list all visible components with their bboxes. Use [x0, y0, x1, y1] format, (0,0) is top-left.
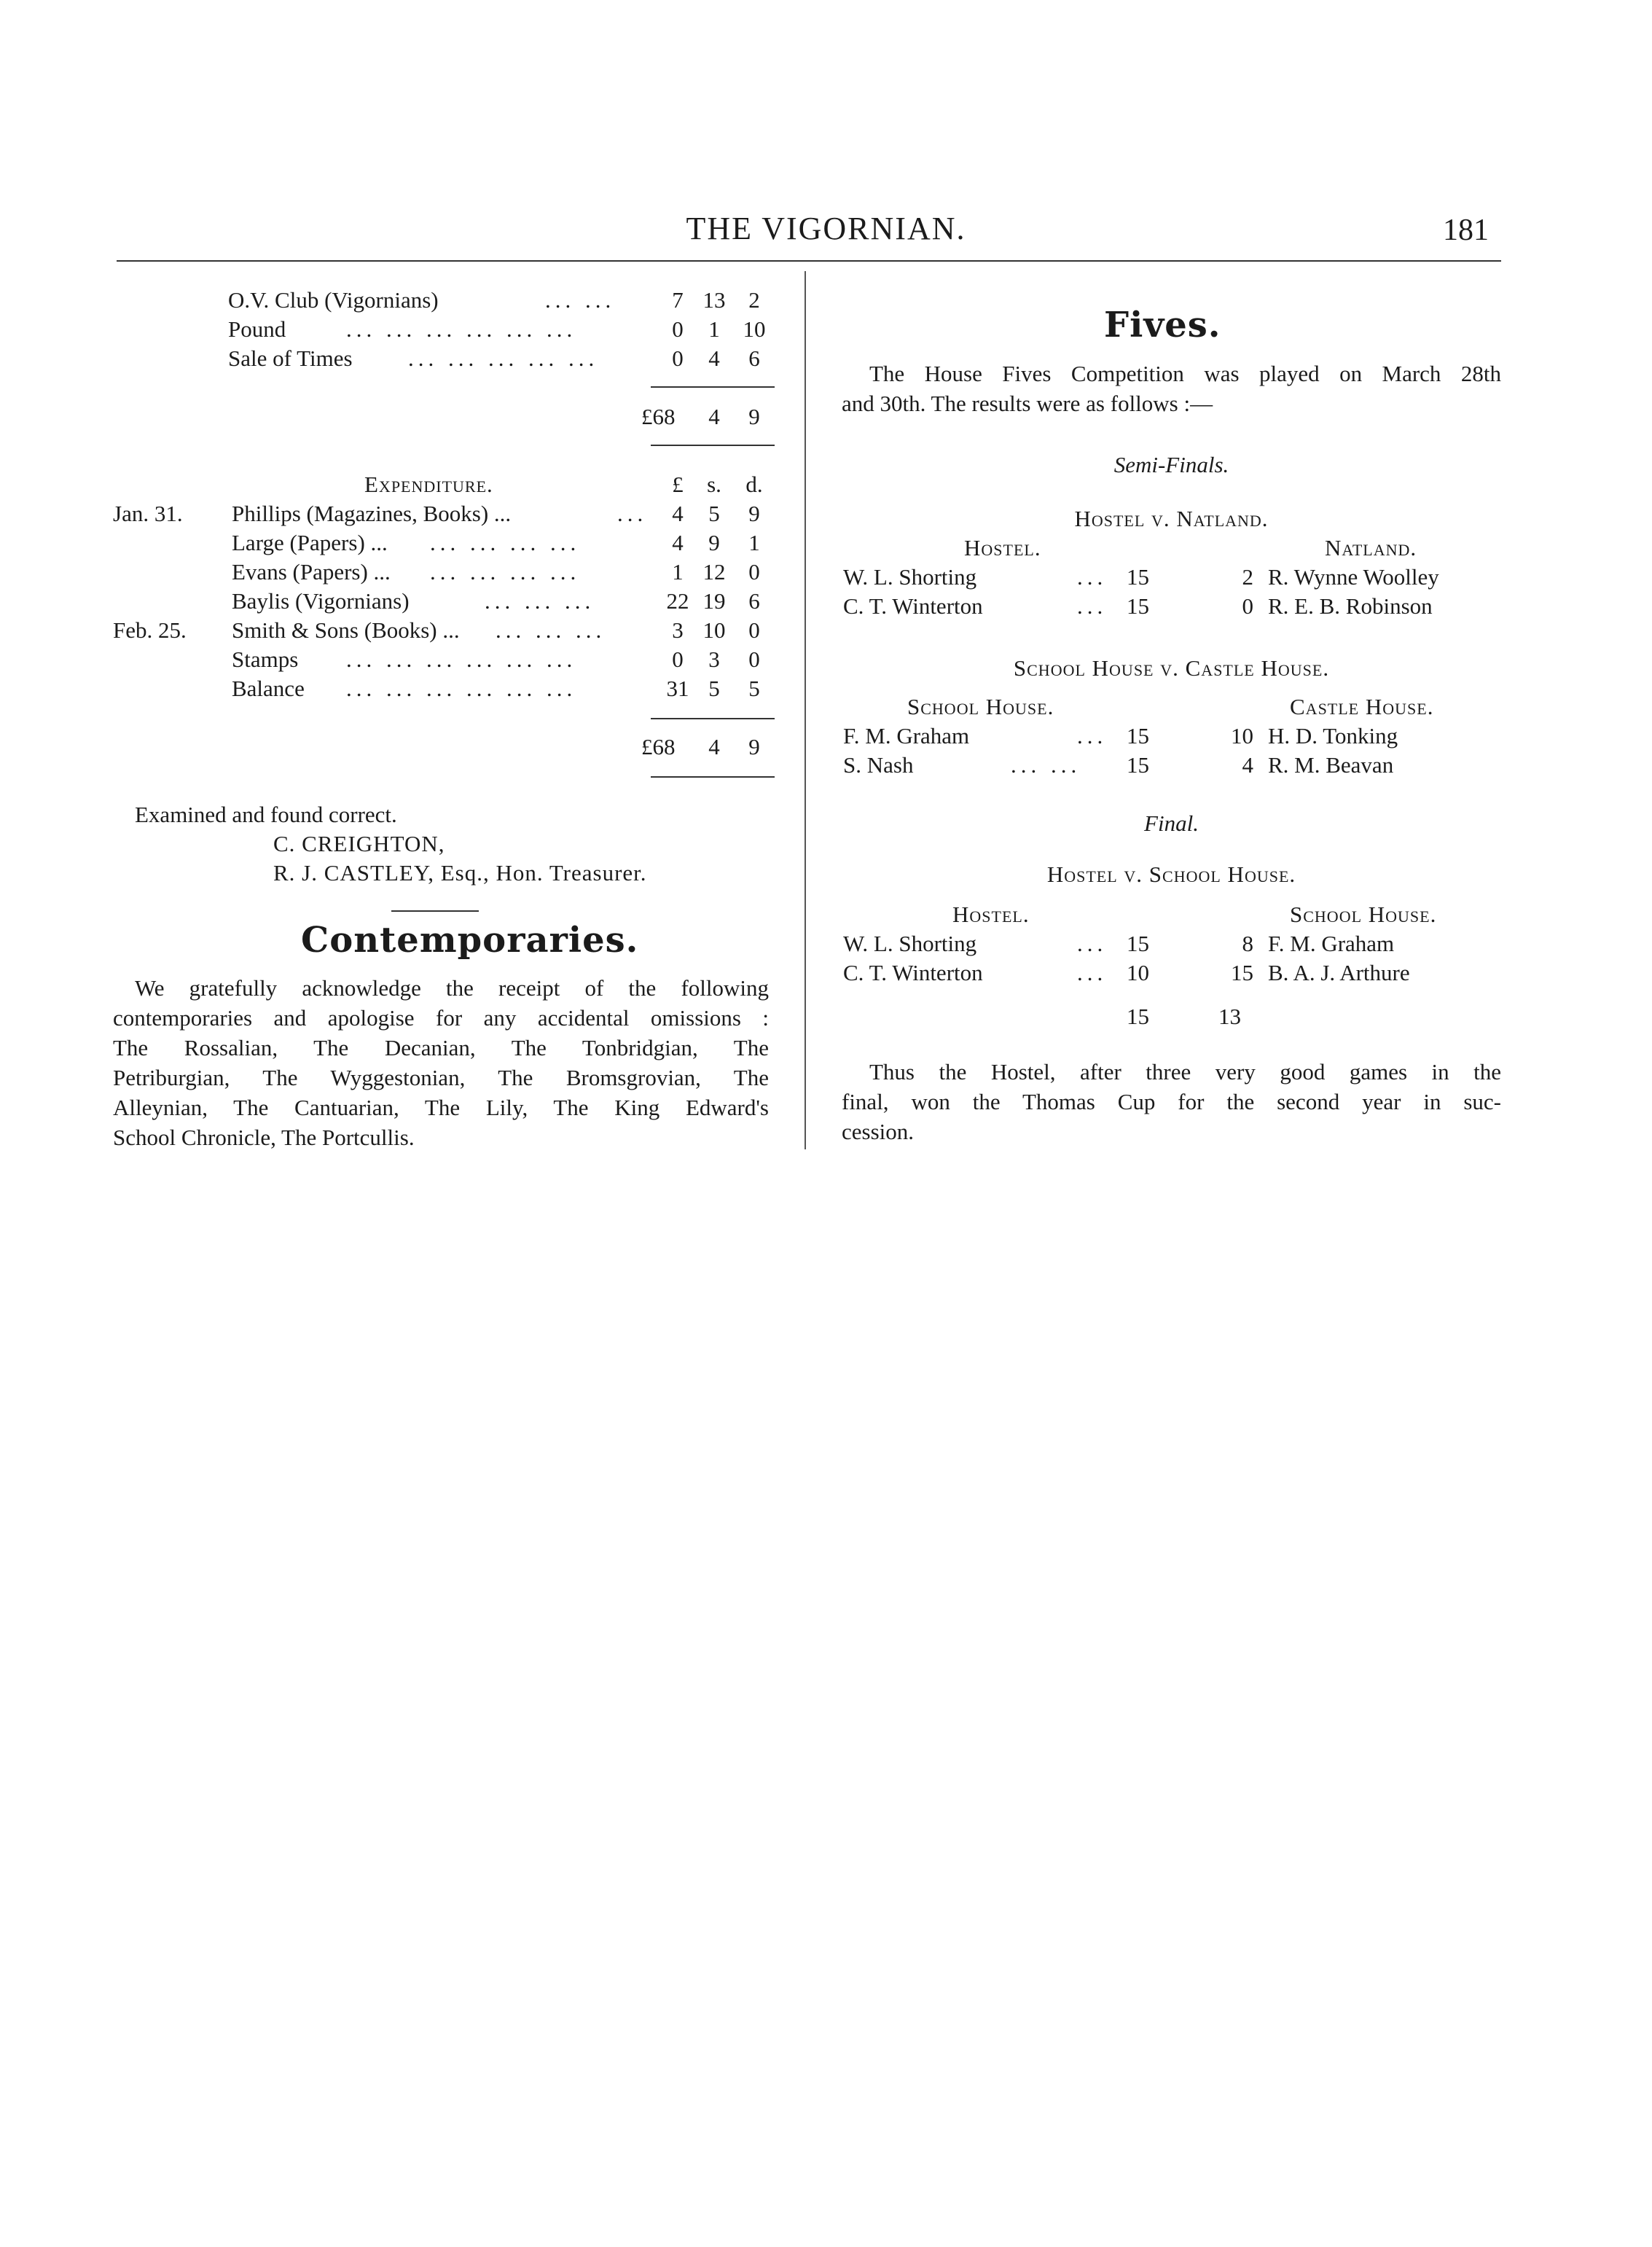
expense-label: Phillips (Magazines, Books) ... [232, 501, 512, 526]
dot-leader: ... [1077, 723, 1108, 749]
pence-column-heading: d. [745, 472, 763, 497]
total-left: 15 [1127, 1004, 1149, 1029]
receipt-pounds: 0 [672, 345, 684, 371]
player-right: R. M. Beavan [1268, 752, 1394, 778]
expense-label: Stamps [232, 646, 299, 672]
score-left: 15 [1127, 931, 1149, 956]
score-left: 10 [1127, 960, 1149, 985]
paragraph-line: and 30th. The results were as follows :— [842, 391, 1213, 416]
paragraph-line: final, won the Thomas Cup for the second year in suc- [842, 1089, 1501, 1114]
receipt-label: Pound [228, 316, 286, 342]
sum-rule [651, 386, 775, 388]
contemporaries-heading: Contemporaries. [301, 920, 639, 961]
score-right: 8 [1242, 931, 1253, 956]
expense-pounds: 3 [672, 617, 684, 643]
expense-shillings: 9 [708, 530, 720, 555]
expense-shillings: 19 [702, 588, 726, 614]
match-title: School House v. Castle House. [1013, 655, 1330, 681]
score-left: 15 [1127, 564, 1149, 590]
receipt-pence: 2 [748, 287, 760, 313]
expense-pounds: 4 [672, 501, 684, 526]
receipts-total-pence: 9 [748, 404, 760, 429]
dot-leader: ... [1077, 593, 1108, 619]
player-right: F. M. Graham [1268, 931, 1395, 956]
match-title: Hostel v. School House. [1046, 861, 1296, 887]
paragraph-line: The Rossalian, The Decanian, The Tonbridgian, The [113, 1035, 769, 1060]
team-heading-right: School House. [1290, 902, 1437, 927]
signatory: R. J. CASTLEY, Esq., Hon. Treasurer. [273, 860, 647, 886]
match-title: Hostel v. Natland. [1074, 506, 1269, 531]
dot-leader: ... ... ... [496, 617, 606, 643]
final-label: Final. [1144, 810, 1199, 836]
score-right: 4 [1242, 752, 1253, 778]
expense-label: Balance [232, 676, 305, 701]
column-divider [805, 271, 806, 1149]
team-heading-left: School House. [907, 694, 1054, 719]
fives-heading: Fives. [1104, 305, 1221, 345]
expenditure-heading: Expenditure. [364, 472, 493, 497]
team-heading-left: Hostel. [952, 902, 1030, 927]
expense-shillings: 12 [702, 559, 726, 585]
player-left: C. T. Winterton [843, 593, 983, 619]
score-left: 15 [1127, 752, 1149, 778]
dot-leader: ... ... ... ... ... ... [346, 646, 577, 672]
dot-leader: ... ... ... ... ... ... [346, 316, 577, 342]
sum-rule [651, 718, 775, 719]
paragraph-line: School Chronicle, The Portcullis. [113, 1125, 415, 1150]
expense-date: Jan. 31. [113, 501, 183, 526]
expenditure-total-pounds: £68 [641, 734, 676, 759]
paragraph-line: cession. [842, 1119, 915, 1144]
expense-shillings: 10 [702, 617, 726, 643]
receipt-shillings: 1 [708, 316, 720, 342]
dot-leader: ... ... ... ... [430, 530, 581, 555]
receipt-pounds: 7 [672, 287, 684, 313]
player-left: C. T. Winterton [843, 960, 983, 985]
sum-rule [651, 776, 775, 778]
expense-pence: 9 [748, 501, 760, 526]
expenditure-total-pence: 9 [748, 734, 760, 759]
receipt-shillings: 4 [708, 345, 720, 371]
player-right: B. A. J. Arthure [1268, 960, 1410, 985]
paragraph-line: Thus the Hostel, after three very good games in the [869, 1059, 1501, 1085]
expense-shillings: 5 [708, 501, 720, 526]
fives-outro [842, 1057, 1501, 1146]
expense-pence: 0 [748, 646, 760, 672]
expense-pence: 0 [748, 617, 760, 643]
page-number: 181 [1443, 214, 1489, 247]
expense-label: Baylis (Vigornians) [232, 588, 410, 614]
paragraph-line: The House Fives Competition was played on March 28th [869, 361, 1501, 386]
player-left: W. L. Shorting [843, 564, 977, 590]
dot-leader: ... ... ... ... ... [408, 345, 599, 371]
player-left: F. M. Graham [843, 723, 970, 749]
score-right: 2 [1242, 564, 1253, 590]
shillings-column-heading: s. [707, 472, 721, 497]
expense-pounds: 22 [666, 588, 689, 614]
expense-pence: 1 [748, 530, 760, 555]
team-heading-left: Hostel. [964, 535, 1041, 560]
dot-leader: ... ... [545, 287, 616, 313]
team-heading-right: Natland. [1325, 535, 1417, 560]
receipt-pence: 6 [748, 345, 760, 371]
expenditure-total-shillings: 4 [708, 734, 720, 759]
receipt-label: Sale of Times [228, 345, 353, 371]
semi-finals-label: Semi-Finals. [1113, 452, 1229, 477]
score-left: 15 [1127, 593, 1149, 619]
expense-pence: 0 [748, 559, 760, 585]
expense-shillings: 5 [708, 676, 720, 701]
dot-leader: ... [1077, 564, 1108, 590]
expense-pounds: 0 [672, 646, 684, 672]
paragraph-line: contemporaries and apologise for any accidental omissions : [113, 1005, 769, 1031]
player-left: W. L. Shorting [843, 931, 977, 956]
sum-rule [651, 445, 775, 446]
dot-leader: ... [1077, 960, 1108, 985]
receipts-total-shillings: 4 [708, 404, 720, 429]
player-left: S. Nash [843, 752, 914, 778]
total-right: 13 [1218, 1004, 1241, 1029]
receipt-shillings: 13 [702, 287, 726, 313]
score-right: 15 [1231, 960, 1253, 985]
paragraph-line: We gratefully acknowledge the receipt of the following [135, 975, 769, 1001]
examined-note: Examined and found correct. [135, 802, 397, 827]
dot-leader: ... ... ... [485, 588, 595, 614]
signatory: C. CREIGHTON, [273, 831, 445, 856]
score-right: 10 [1231, 723, 1253, 749]
running-head: THE VIGORNIAN. [686, 211, 966, 246]
score-left: 15 [1127, 723, 1149, 749]
expense-pounds: 1 [672, 559, 684, 585]
expense-pence: 6 [748, 588, 760, 614]
expense-date: Feb. 25. [113, 617, 187, 643]
expense-pounds: 31 [666, 676, 689, 701]
dot-leader: ... ... ... ... ... ... [346, 676, 577, 701]
player-right: R. E. B. Robinson [1268, 593, 1433, 619]
score-right: 0 [1242, 593, 1253, 619]
receipt-pence: 10 [743, 316, 766, 342]
section-rule [391, 910, 479, 912]
expense-label: Evans (Papers) ... [232, 559, 391, 585]
header-rule [117, 260, 1501, 262]
dot-leader: ... ... [1011, 752, 1081, 778]
receipts-total-pounds: £68 [641, 404, 676, 429]
expense-shillings: 3 [708, 646, 720, 672]
dot-leader: ... ... ... ... [430, 559, 581, 585]
fives-intro [842, 359, 1501, 418]
expense-pence: 5 [748, 676, 760, 701]
team-heading-right: Castle House. [1290, 694, 1434, 719]
player-right: R. Wynne Woolley [1268, 564, 1439, 590]
receipt-pounds: 0 [672, 316, 684, 342]
receipt-label: O.V. Club (Vigornians) [228, 287, 439, 313]
expense-label: Large (Papers) ... [232, 530, 388, 555]
dot-leader: ... [617, 501, 648, 526]
contemporaries-paragraph [113, 973, 769, 1152]
player-right: H. D. Tonking [1268, 723, 1398, 749]
pounds-column-heading: £ [672, 472, 684, 497]
paragraph-line: Petriburgian, The Wyggestonian, The Bromsgrovian, The [113, 1065, 769, 1090]
dot-leader: ... [1077, 931, 1108, 956]
paragraph-line: Alleynian, The Cantuarian, The Lily, The King Edward's [113, 1095, 769, 1120]
expense-pounds: 4 [672, 530, 684, 555]
expense-label: Smith & Sons (Books) ... [232, 617, 460, 643]
